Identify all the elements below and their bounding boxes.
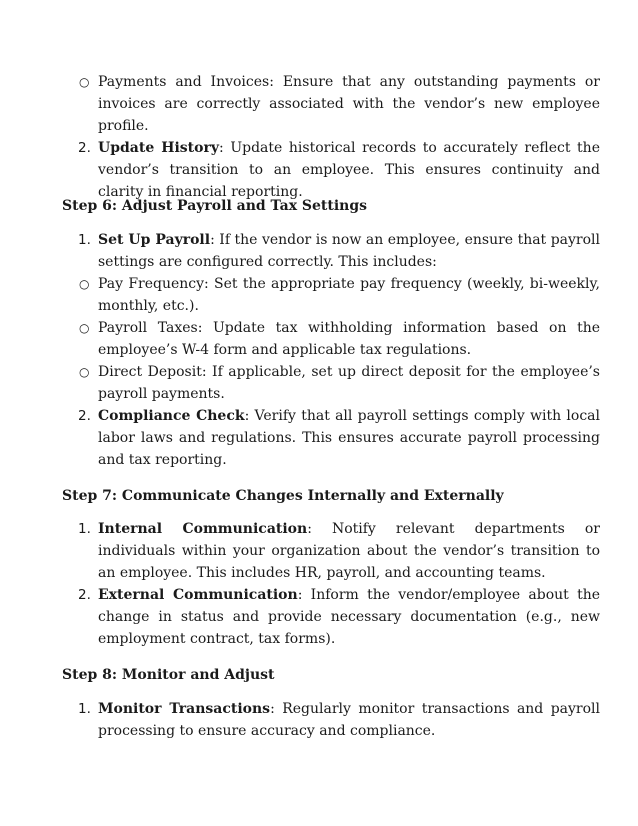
step7-heading: Step 7: Communicate Changes Internally and Externally [62,488,504,504]
item-title: Set Up Payroll [98,232,211,248]
item-text: : Notify relevant departments or individuals within your organization about the vendor’s transition to an employee. This includes HR, payroll, and accounting teams. [98,521,600,581]
step7-list [0,518,638,650]
list-item [0,584,638,650]
item-title: External Communication [98,587,298,603]
item-text: Payments and Invoices: Ensure that any outstanding payments or invoices are correctly associated with the vendor’s new employee profile. [98,74,600,134]
item-title: Compliance Check [98,408,245,424]
list-item [0,518,638,584]
item-title: Internal Communication [98,521,308,537]
item-text: : Inform the vendor/employee about the change in status and provide necessary documentation (e.g., new employment contract, tax forms). [98,587,600,647]
number-marker: 2. [78,587,91,603]
step6-heading: Step 6: Adjust Payroll and Tax Settings [62,198,368,214]
list-item [0,405,638,471]
item-text: : If the vendor is now an employee, ensure that payroll settings are configured correctly. This includes: [98,232,600,270]
list-item [0,137,638,203]
step5-list-continued [0,71,638,203]
step6-list [0,229,638,471]
item-text: Direct Deposit: If applicable, set up direct deposit for the employee’s payroll payments. [98,364,600,402]
step8-heading: Step 8: Monitor and Adjust [62,667,275,683]
bullet-marker: ○ [79,321,90,335]
item-text: : Verify that all payroll settings comply with local labor laws and regulations. This ensures accurate payroll processing and tax reporting. [98,408,600,468]
item-text: Payroll Taxes: Update tax withholding information based on the employee’s W-4 form and applicable tax regulations. [98,320,600,358]
item-title: Monitor Transactions [98,701,271,717]
list-item [0,361,638,405]
list-item [0,229,638,273]
bullet-marker: ○ [79,75,90,89]
number-marker: 1. [78,232,91,248]
list-item [0,317,638,361]
number-marker: 1. [78,701,91,717]
bullet-marker: ○ [79,365,90,379]
list-item [0,273,638,317]
number-marker: 2. [78,408,91,424]
list-item [0,698,638,742]
item-text: : Update historical records to accurately reflect the vendor’s transition to an employee. This ensures continuity and clarity in financial reporting. [98,140,600,200]
step8-list [0,698,638,742]
item-title: Update History [98,140,219,156]
item-text: Pay Frequency: Set the appropriate pay frequency (weekly, bi-weekly, monthly, etc.). [98,276,600,314]
number-marker: 1. [78,521,91,537]
bullet-marker: ○ [79,277,90,291]
item-text: : Regularly monitor transactions and payroll processing to ensure accuracy and compliance. [98,701,600,739]
list-item [0,71,638,137]
number-marker: 2. [78,140,91,156]
